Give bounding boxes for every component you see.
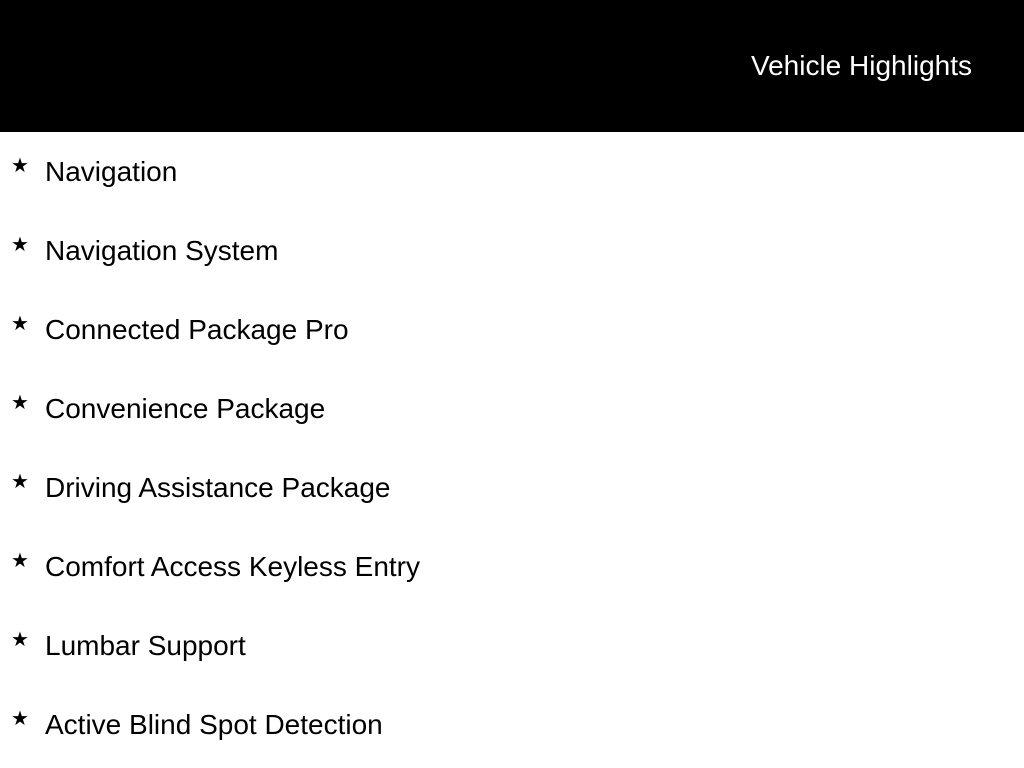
list-item <box>0 468 1024 508</box>
list-item <box>0 626 1024 666</box>
star-icon: ★ <box>11 550 29 572</box>
star-icon: ★ <box>11 471 29 493</box>
list-item <box>0 705 1024 745</box>
list-item <box>0 152 1024 192</box>
list-item-label: Comfort Access Keyless Entry <box>45 551 421 582</box>
list-item <box>0 231 1024 271</box>
list-item <box>0 547 1024 587</box>
list-item-label: Convenience Package <box>45 393 326 424</box>
list-item-label: Navigation <box>45 156 178 187</box>
list-item-label: Active Blind Spot Detection <box>45 709 383 740</box>
list-item-label: Lumbar Support <box>45 630 246 661</box>
list-item-label: Driving Assistance Package <box>45 472 391 503</box>
list-item-label: Navigation System <box>45 235 279 266</box>
star-icon: ★ <box>11 629 29 651</box>
list-item-label: Connected Package Pro <box>45 314 349 345</box>
list-item <box>0 389 1024 429</box>
star-icon: ★ <box>11 708 29 730</box>
page-title: Vehicle Highlights <box>750 50 972 81</box>
star-icon: ★ <box>11 392 29 414</box>
star-icon: ★ <box>11 313 29 335</box>
header-bar <box>0 0 1024 132</box>
star-icon: ★ <box>11 234 29 256</box>
star-icon: ★ <box>11 155 29 177</box>
list-item <box>0 310 1024 350</box>
